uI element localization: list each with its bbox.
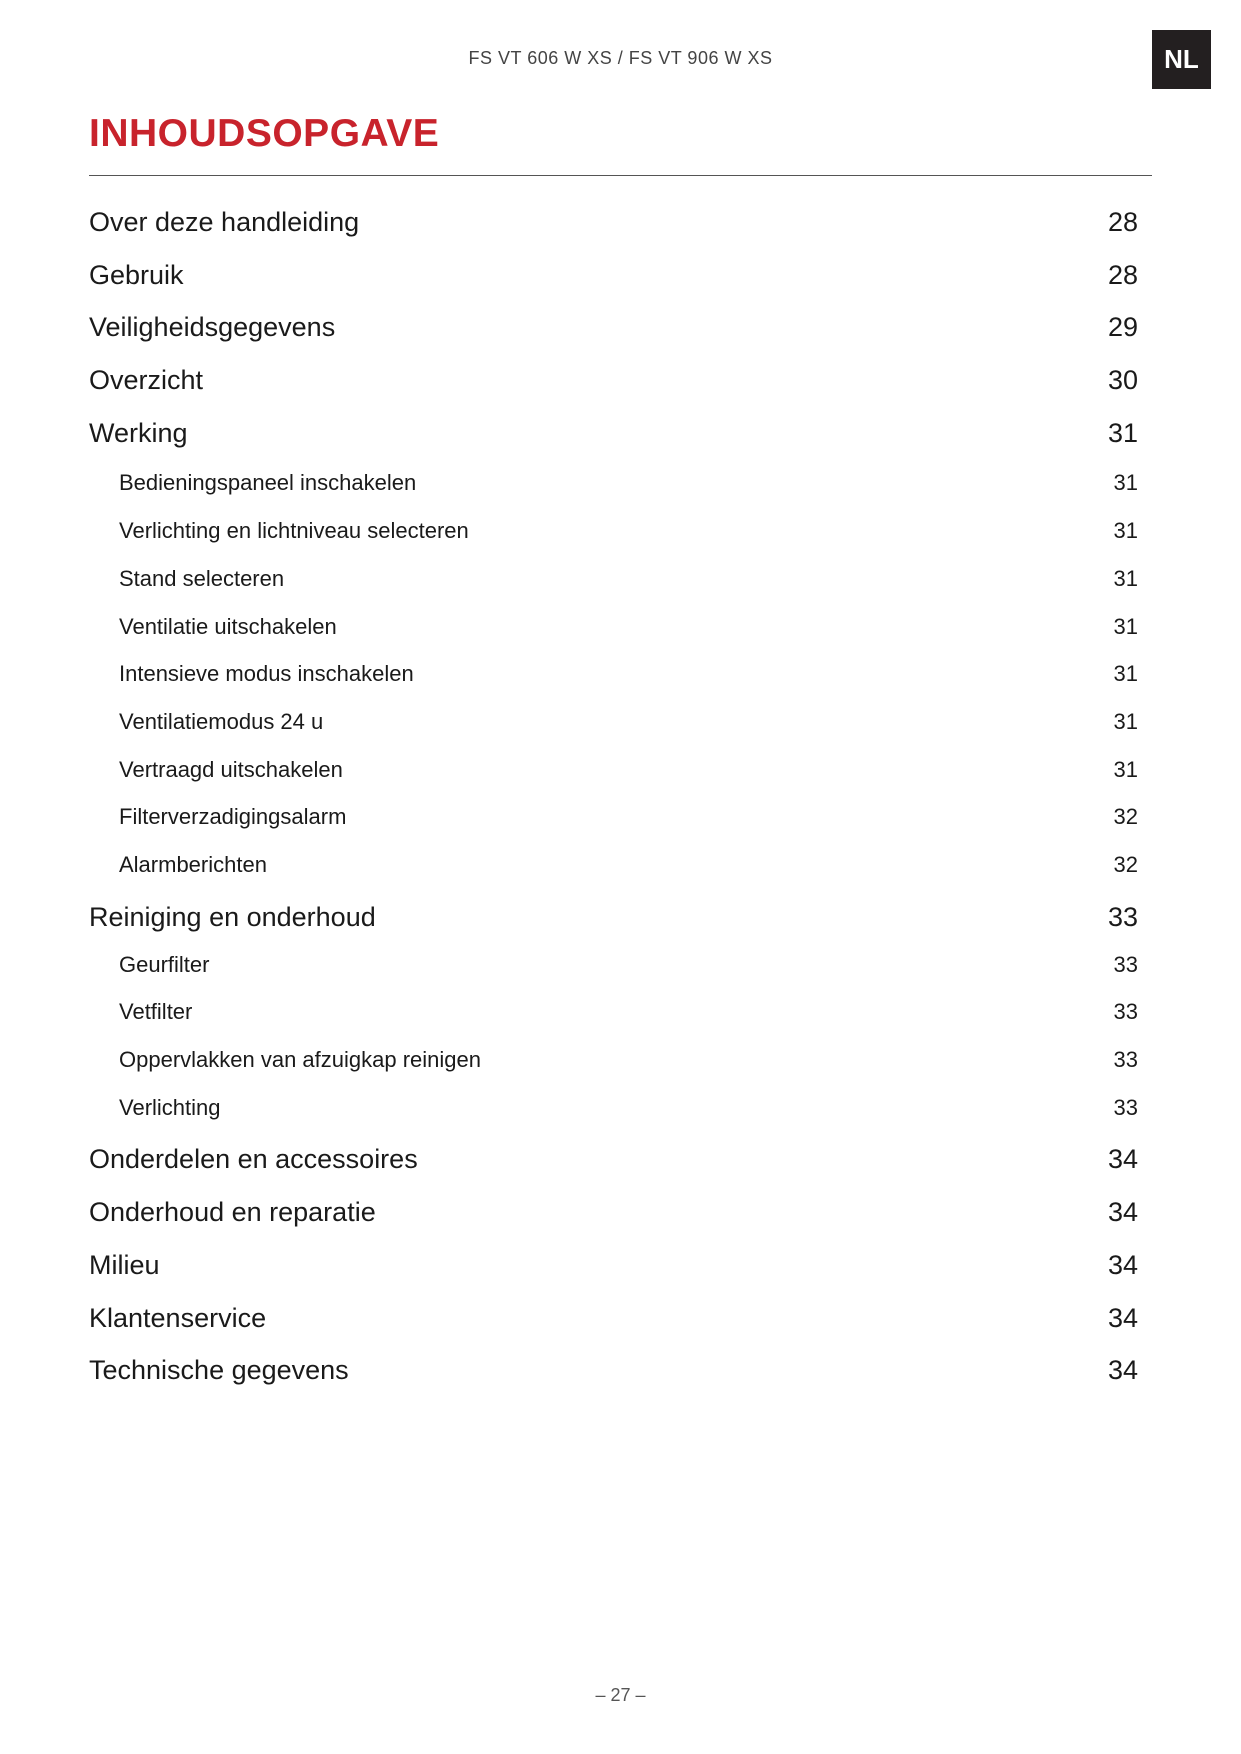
toc-entry-label: Overzicht — [89, 365, 204, 395]
toc-entry[interactable] — [89, 1197, 1138, 1231]
toc-entry-page: 31 — [1113, 614, 1138, 639]
toc-entry-page: 34 — [1107, 1197, 1138, 1227]
toc-subentry[interactable] — [89, 566, 1138, 594]
toc-subentry[interactable] — [89, 852, 1138, 880]
toc-subentry[interactable] — [89, 1095, 1138, 1123]
toc-entry-label: Geurfilter — [119, 952, 210, 977]
toc-entry-page: 33 — [1113, 1095, 1138, 1120]
toc-subentry[interactable] — [89, 518, 1138, 546]
toc-subentry[interactable] — [89, 757, 1138, 785]
toc-entry-page: 34 — [1107, 1144, 1138, 1174]
toc-entry[interactable] — [89, 312, 1138, 346]
toc-subentry[interactable] — [89, 614, 1138, 642]
toc-entry-page: 32 — [1113, 804, 1138, 829]
toc-entry-label: Over deze handleiding — [89, 207, 360, 237]
toc-entry-label: Verlichting — [119, 1095, 221, 1120]
toc-entry[interactable] — [89, 1355, 1138, 1389]
toc-subentry[interactable] — [89, 999, 1138, 1027]
toc-entry-page: 34 — [1107, 1355, 1138, 1385]
toc-entry-page: 33 — [1107, 902, 1138, 932]
toc-entry-page: 34 — [1107, 1303, 1138, 1333]
toc-subentry[interactable] — [89, 470, 1138, 498]
toc-entry-label: Alarmberichten — [119, 852, 267, 877]
toc-entry-label: Oppervlakken van afzuigkap reinigen — [119, 1047, 482, 1072]
toc-entry-label: Vertraagd uitschakelen — [119, 757, 343, 782]
toc-subentry[interactable] — [89, 661, 1138, 689]
language-badge: NL — [1152, 30, 1211, 89]
document-model-header: FS VT 606 W XS / FS VT 906 W XS — [468, 48, 773, 68]
toc-entry-label: Gebruik — [89, 260, 184, 290]
toc-entry-page: 31 — [1107, 418, 1138, 448]
toc-entry-page: 33 — [1113, 952, 1138, 977]
toc-entry-page: 31 — [1113, 757, 1138, 782]
toc-entry[interactable] — [89, 207, 1138, 241]
page-number: – 27 – — [595, 1685, 646, 1705]
toc-entry-page: 31 — [1113, 661, 1138, 686]
toc-entry-page: 31 — [1113, 709, 1138, 734]
toc-entry-page: 34 — [1107, 1250, 1138, 1280]
toc-entry-label: Filterverzadigingsalarm — [119, 804, 347, 829]
toc-entry-page: 30 — [1107, 365, 1138, 395]
toc-entry[interactable] — [89, 365, 1138, 399]
toc-entry-label: Ventilatie uitschakelen — [119, 614, 337, 639]
page-title: INHOUDSOPGAVE — [89, 112, 440, 155]
toc-entry-label: Onderdelen en accessoires — [89, 1144, 418, 1174]
title-divider — [89, 175, 1152, 176]
toc-entry-label: Onderhoud en reparatie — [89, 1197, 376, 1227]
toc-entry-page: 33 — [1113, 999, 1138, 1024]
toc-entry-label: Ventilatiemodus 24 u — [119, 709, 324, 734]
toc-entry[interactable] — [89, 1303, 1138, 1337]
toc-entry-page: 28 — [1107, 207, 1138, 237]
toc-entry-page: 31 — [1113, 470, 1138, 495]
toc-entry-page: 28 — [1107, 260, 1138, 290]
toc-entry[interactable] — [89, 260, 1138, 294]
toc-entry-label: Reiniging en onderhoud — [89, 902, 376, 932]
toc-entry-page: 31 — [1113, 566, 1138, 591]
toc-entry-label: Stand selecteren — [119, 566, 285, 591]
toc-subentry[interactable] — [89, 709, 1138, 737]
toc-entry-label: Vetfilter — [119, 999, 193, 1024]
toc-entry-label: Technische gegevens — [89, 1355, 349, 1385]
toc-entry[interactable] — [89, 418, 1138, 452]
toc-subentry[interactable] — [89, 952, 1138, 980]
toc-entry-label: Milieu — [89, 1250, 160, 1280]
toc-entry-page: 33 — [1113, 1047, 1138, 1072]
toc-entry[interactable] — [89, 1250, 1138, 1284]
toc-entry-label: Veiligheidsgegevens — [89, 312, 336, 342]
toc-entry-page: 29 — [1107, 312, 1138, 342]
toc-entry[interactable] — [89, 902, 1138, 936]
toc-entry-page: 32 — [1113, 852, 1138, 877]
toc-entry-page: 31 — [1113, 518, 1138, 543]
toc-entry-label: Klantenservice — [89, 1303, 267, 1333]
toc-entry-label: Bedieningspaneel inschakelen — [119, 470, 417, 495]
toc-subentry[interactable] — [89, 1047, 1138, 1075]
toc-entry[interactable] — [89, 1144, 1138, 1178]
toc-subentry[interactable] — [89, 804, 1138, 832]
toc-entry-label: Intensieve modus inschakelen — [119, 661, 414, 686]
toc-entry-label: Werking — [89, 418, 188, 448]
toc-entry-label: Verlichting en lichtniveau selecteren — [119, 518, 469, 543]
